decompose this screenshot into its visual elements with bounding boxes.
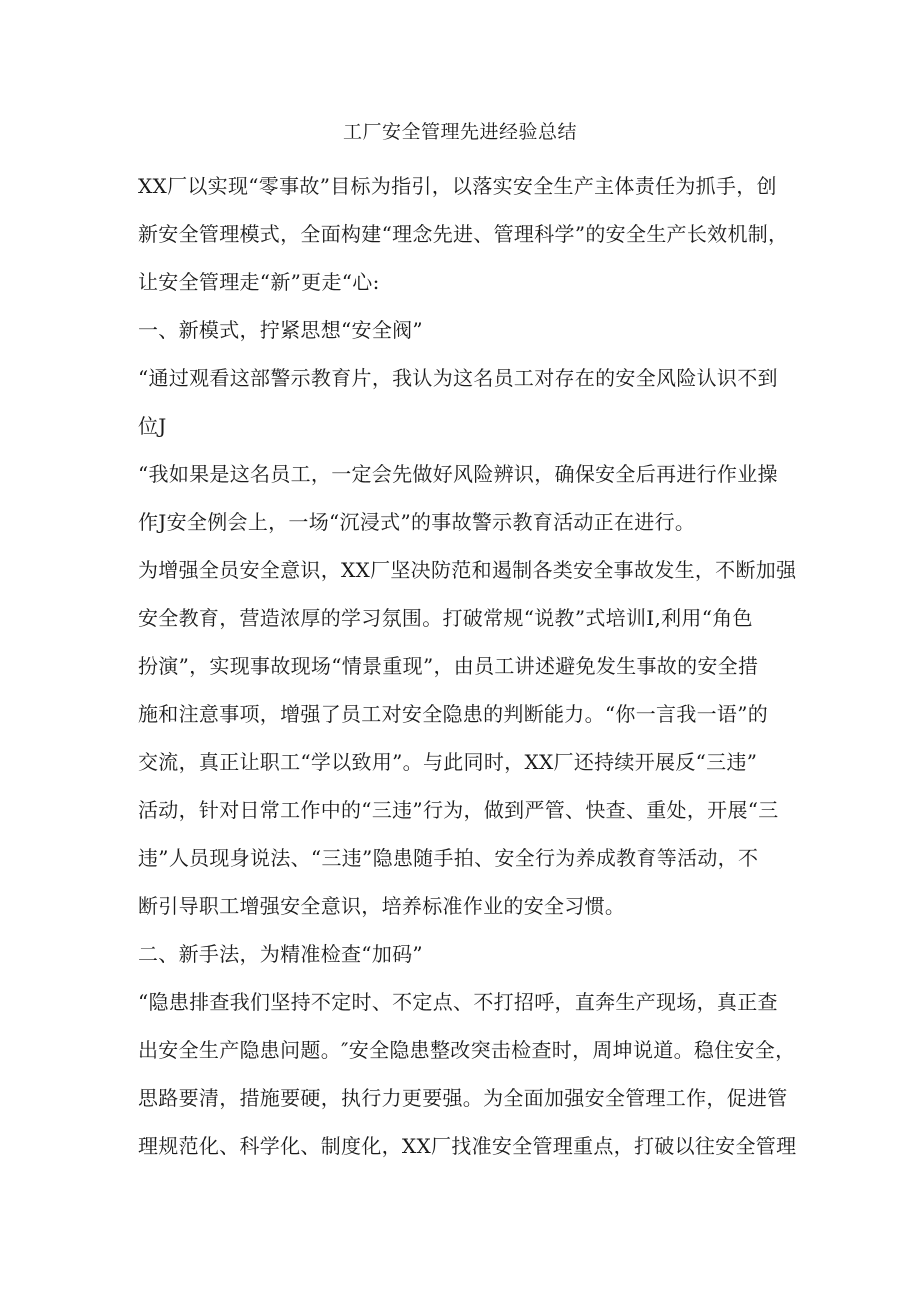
text-line: 新安全管理模式，全面构建“理念先进、管理科学”的安全生产长效机制， bbox=[138, 222, 789, 246]
text-line: 思路要清，措施要硬，执行力更要强。为全面加强安全管理工作，促进管 bbox=[138, 1086, 788, 1110]
text-line: 出安全生产隐患问题。″安全隐患整改突击检查时，周坤说道。稳住安全， bbox=[138, 1038, 796, 1062]
section-heading: 一、新模式，拧紧思想“安全阀” bbox=[138, 318, 423, 342]
text-line: 活动，针对日常工作中的“三违”行为，做到严管、快查、重处，开展“三 bbox=[138, 798, 779, 822]
text-line: “我如果是这名员工，一定会先做好风险辨识，确保安全后再进行作业操 bbox=[138, 462, 778, 486]
text-line: XX厂以实现“零事故”目标为指引，以落实安全生产主体责任为抓手，创 bbox=[138, 174, 777, 198]
document-title: 工厂安全管理先进经验总结 bbox=[342, 121, 577, 143]
text-line: 违”人员现身说法、“三违”隐患随手拍、安全行为养成教育等活动，不 bbox=[138, 846, 759, 870]
text-line: “通过观看这部警示教育片，我认为这名员工对存在的安全风险认识不到 bbox=[138, 366, 778, 390]
text-line: 让安全管理走“新”更走“心: bbox=[138, 270, 380, 294]
text-line: 为增强全员安全意识，XX厂坚决防范和遏制各类安全事故发生，不断加强 bbox=[138, 558, 797, 582]
text-line: 扮演”，实现事故现场“情景重现”，由员工讲述避免发生事故的安全措 bbox=[138, 654, 759, 678]
text-line: 安全教育，营造浓厚的学习氛围。打破常规“说教”式培训I,利用“角色 bbox=[138, 606, 753, 630]
text-line: 断引导职工增强安全意识，培养标准作业的安全习惯。 bbox=[138, 894, 626, 918]
section-heading: 二、新手法，为精准检查“加码” bbox=[138, 942, 423, 966]
text-line: 交流，真正让职工“学以致用”。与此同时，XX厂还持续开展反“三违” bbox=[138, 750, 758, 774]
text-line: 作J安全例会上，一场“沉浸式”的事故警示教育活动正在进行。 bbox=[138, 510, 696, 534]
text-line: 施和注意事项，增强了员工对安全隐患的判断能力。“你一言我一语”的 bbox=[138, 702, 769, 726]
text-line: 理规范化、科学化、制度化，XX厂找准安全管理重点，打破以往安全管理 bbox=[138, 1134, 797, 1158]
document-body bbox=[138, 162, 797, 1170]
text-line: “隐患排查我们坚持不定时、不定点、不打招呼，直奔生产现场，真正查 bbox=[138, 990, 778, 1014]
text-line: 位J bbox=[138, 414, 167, 438]
